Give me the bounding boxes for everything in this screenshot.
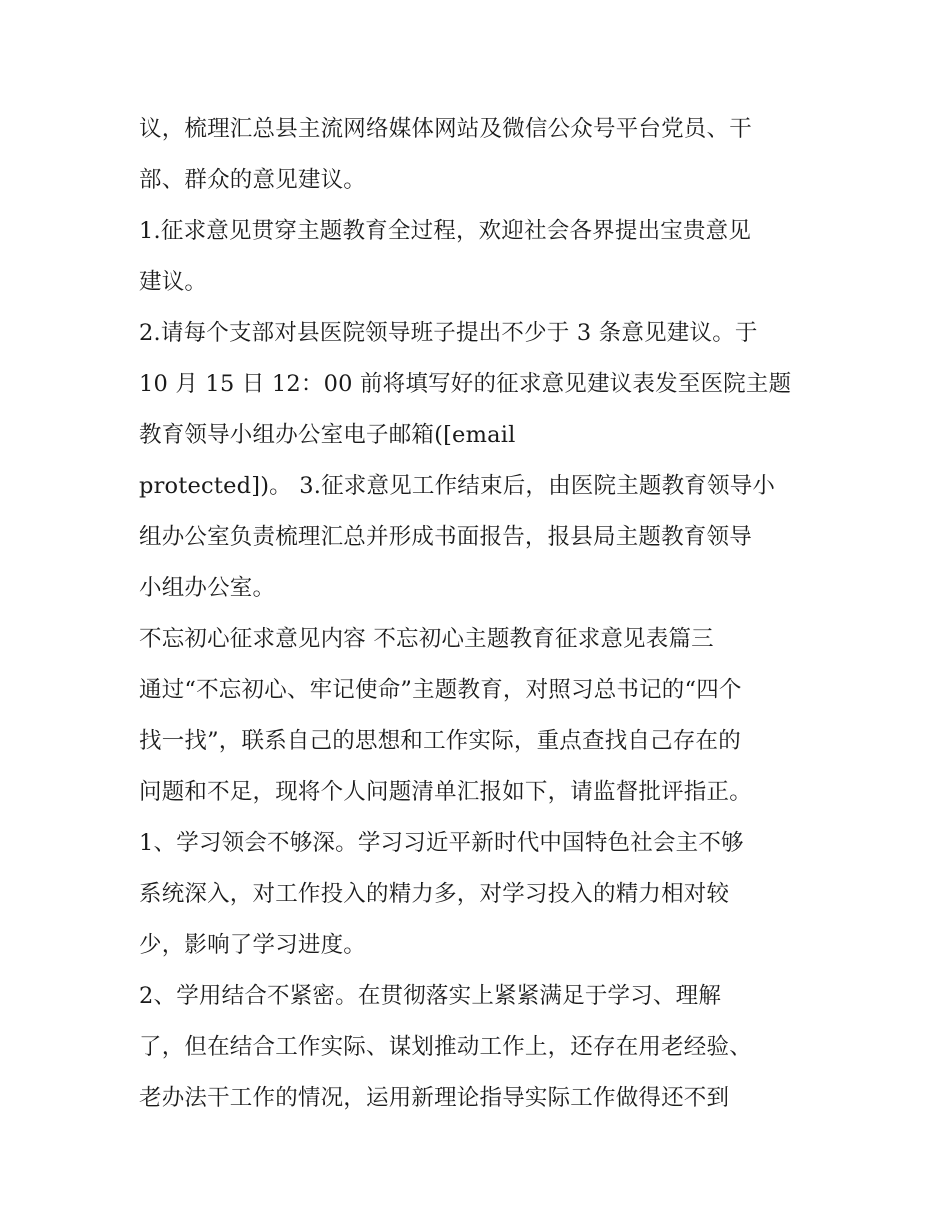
text-line: 小组办公室。 xyxy=(139,575,276,601)
text-line: 部、群众的意见建议。 xyxy=(139,167,367,193)
text-line: 2.请每个支部对县医院领导班子提出不少于 3 条意见建议。于 xyxy=(139,320,758,346)
text-line: 2、学用结合不紧密。在贯彻落实上紧紧满足于学习、理解 xyxy=(139,983,722,1009)
text-line: 组办公室负责梳理汇总并形成书面报告，报县局主题教育领导 xyxy=(139,524,752,550)
text-line: 少，影响了学习进度。 xyxy=(139,932,367,958)
text-line: 1.征求意见贯穿主题教育全过程，欢迎社会各界提出宝贵意见 xyxy=(139,218,752,244)
text-line: 找一找”，联系自己的思想和工作实际，重点查找自己存在的 xyxy=(139,728,741,754)
text-line: 教育领导小组办公室电子邮箱([email xyxy=(139,422,516,448)
text-line: 议，梳理汇总县主流网络媒体网站及微信公众号平台党员、干 xyxy=(139,116,752,142)
text-line: 通过“不忘初心、牢记使命”主题教育，对照习总书记的“四个 xyxy=(139,677,742,703)
section-heading: 不忘初心征求意见内容 不忘初心主题教育征求意见表篇三 xyxy=(139,626,714,652)
text-line: 问题和不足，现将个人问题清单汇报如下，请监督批评指正。 xyxy=(139,779,752,805)
text-line: protected])。 3.征求意见工作结束后，由医院主题教育领导小 xyxy=(139,473,776,499)
text-line: 了，但在结合工作实际、谋划推动工作上，还存在用老经验、 xyxy=(139,1034,752,1060)
text-line: 老办法干工作的情况，运用新理论指导实际工作做得还不到 xyxy=(139,1085,730,1111)
text-line: 系统深入，对工作投入的精力多，对学习投入的精力相对较 xyxy=(139,881,730,907)
text-line: 1、学习领会不够深。学习习近平新时代中国特色社会主不够 xyxy=(139,830,744,856)
text-line: 10 月 15 日 12：00 前将填写好的征求意见建议表发至医院主题 xyxy=(139,371,792,397)
text-line: 建议。 xyxy=(139,269,208,295)
document-body xyxy=(139,104,829,1124)
